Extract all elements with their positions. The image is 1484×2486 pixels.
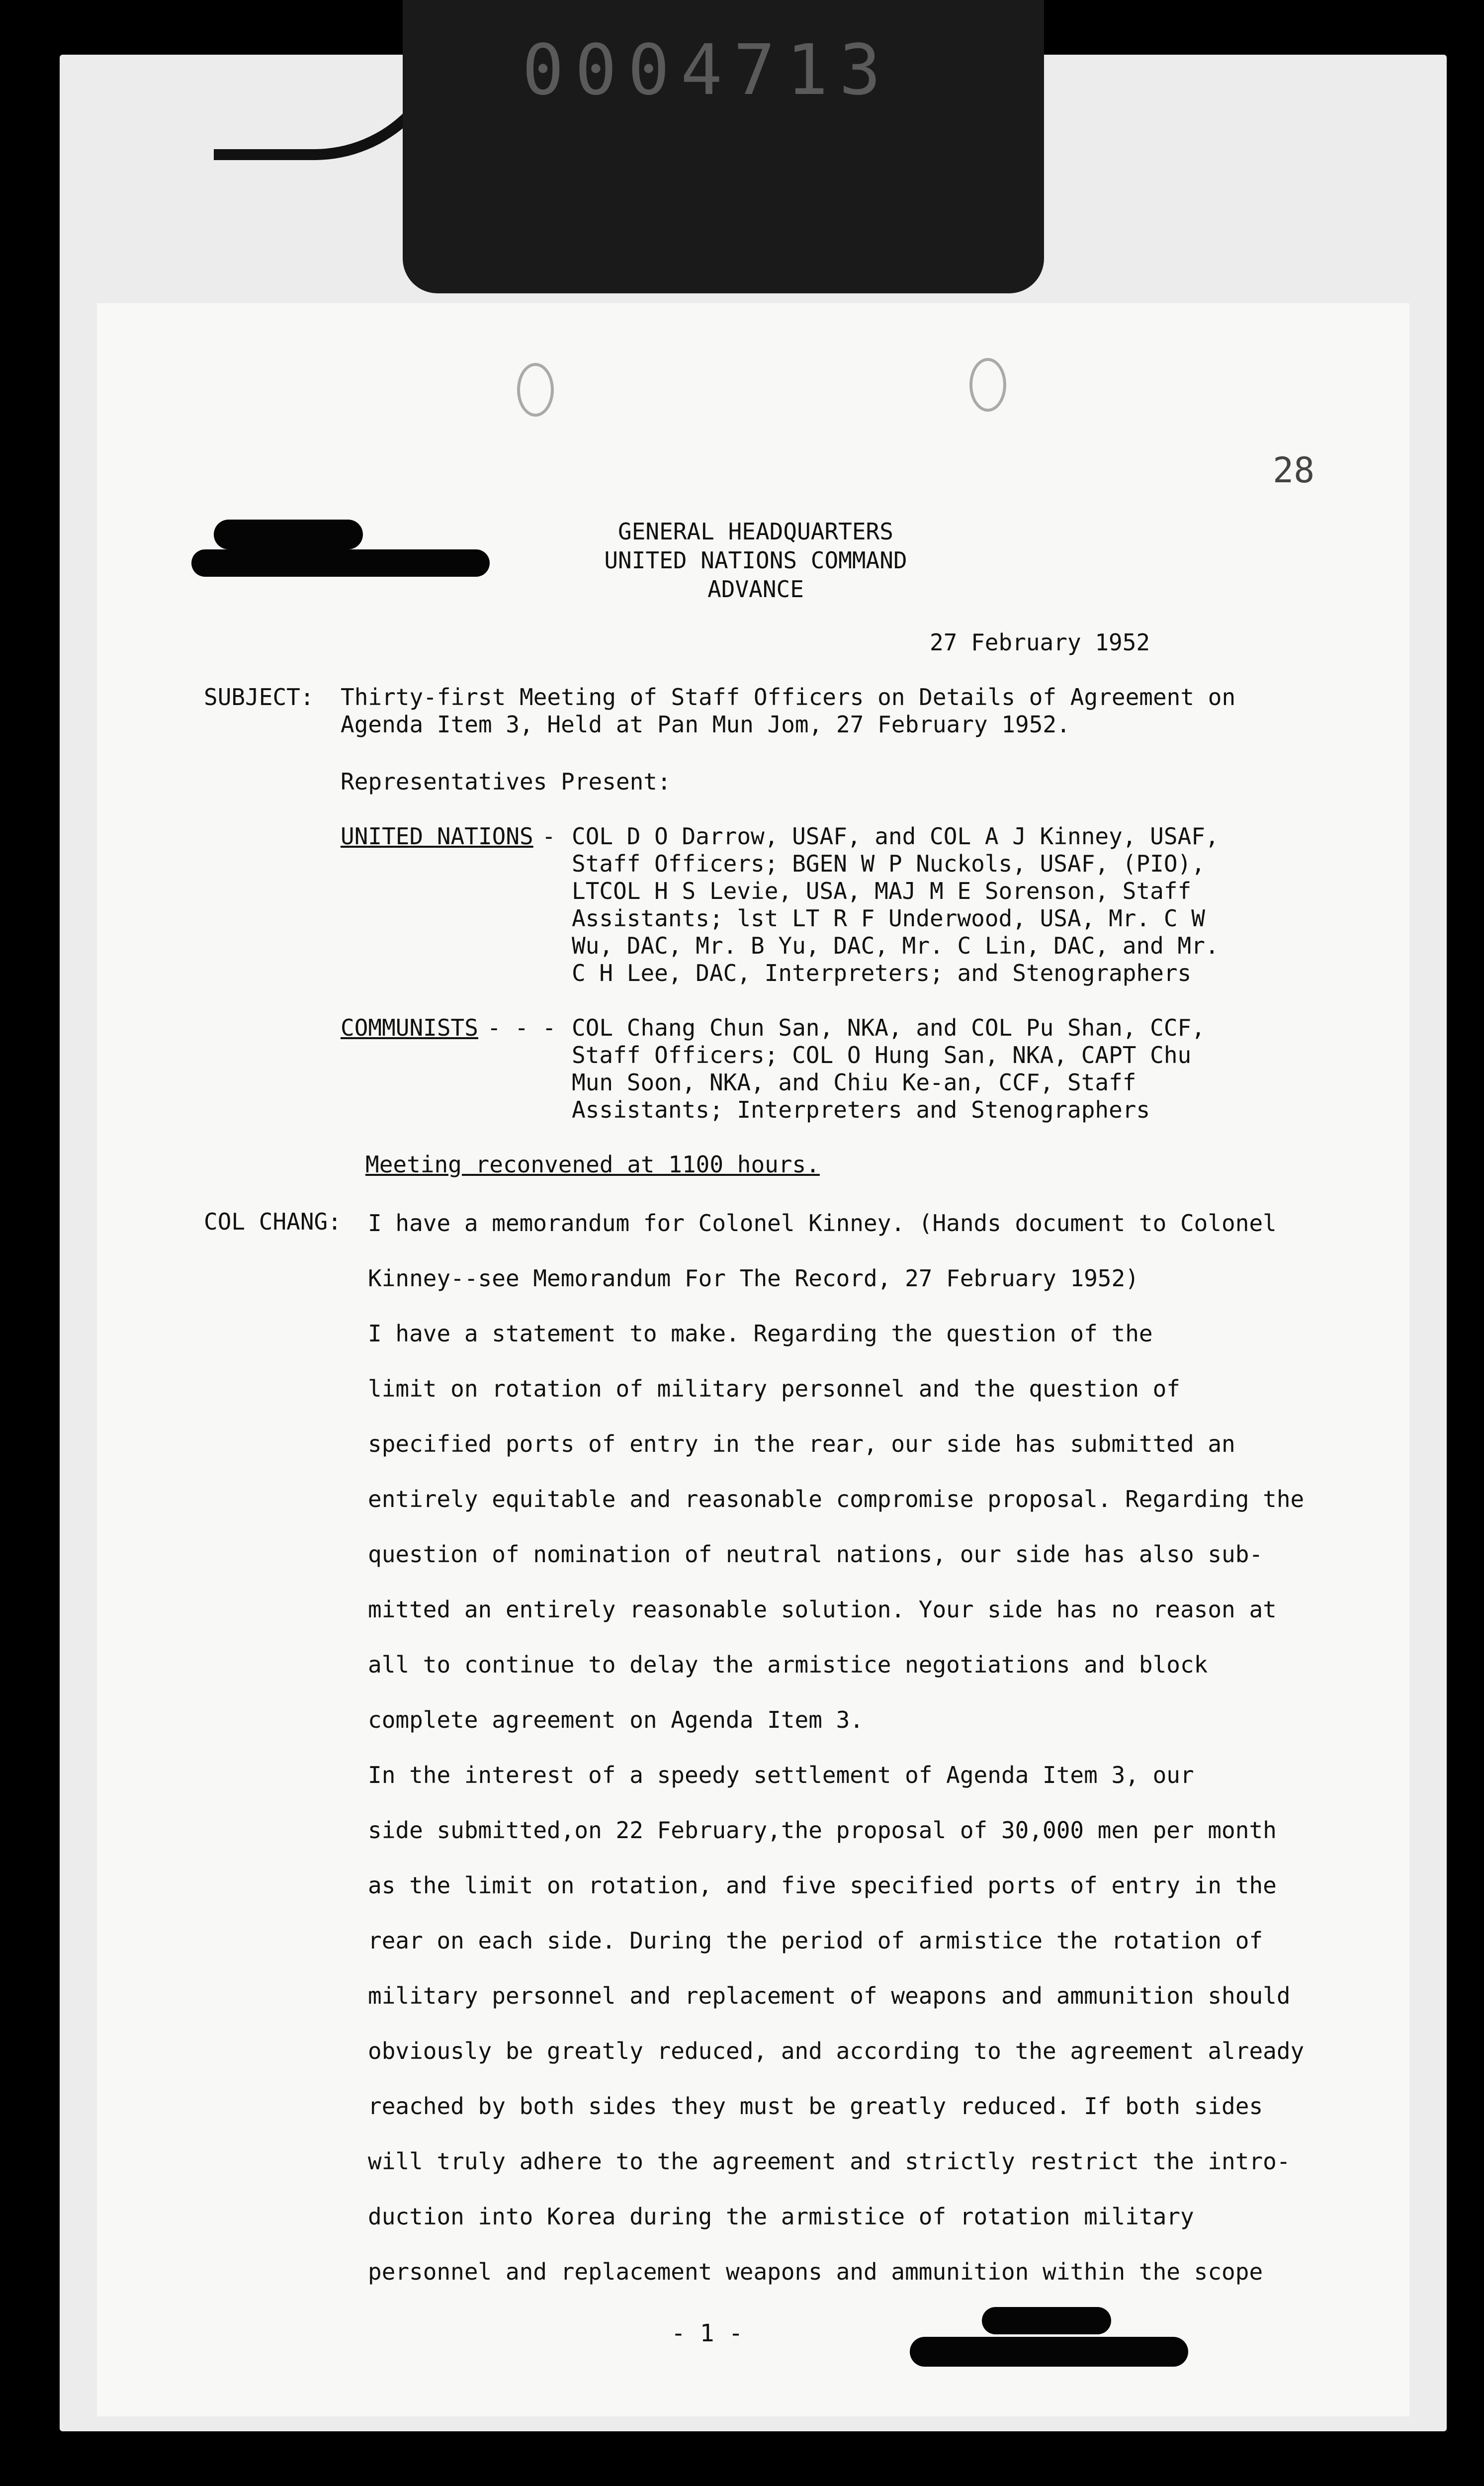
- speech-line: I have a statement to make. Regarding the question of the: [368, 1320, 1153, 1347]
- letterhead-line: GENERAL HEADQUARTERS: [618, 518, 893, 545]
- speech-line: In the interest of a speedy settlement of Agenda Item 3, our: [368, 1762, 1194, 1788]
- punch-hole: [969, 358, 1006, 412]
- speech-line: entirely equitable and reasonable compromise proposal. Regarding the: [368, 1486, 1305, 1512]
- un-label: UNITED NATIONS: [341, 823, 533, 850]
- speech-line: military personnel and replacement of weapons and ammunition should: [368, 1982, 1291, 2009]
- speech-body: [368, 1196, 1304, 2300]
- communists-dash: - - -: [487, 1014, 556, 1041]
- speech-line: will truly adhere to the agreement and strictly restrict the intro-: [368, 2148, 1291, 2175]
- speech-line: limit on rotation of military personnel and the question of: [368, 1375, 1180, 1402]
- un-dash: -: [542, 823, 556, 850]
- speech-line: duction into Korea during the armistice of rotation military: [368, 2203, 1194, 2230]
- communists-line: Staff Officers; COL O Hung San, NKA, CAPT Chu: [572, 1042, 1192, 1068]
- redaction-bar: [214, 520, 363, 549]
- speech-line: mitted an entirely reasonable solution. Your side has no reason at: [368, 1596, 1277, 1623]
- speech-line: reached by both sides they must be greatly reduced. If both sides: [368, 2093, 1263, 2120]
- un-line: C H Lee, DAC, Interpreters; and Stenographers: [572, 960, 1192, 986]
- un-line: Staff Officers; BGEN W P Nuckols, USAF, (PIO),: [572, 850, 1205, 877]
- communists-label: COMMUNISTS: [341, 1014, 478, 1041]
- speech-line: question of nomination of neutral nations, our side has also sub-: [368, 1541, 1263, 1568]
- un-line: Assistants; lst LT R F Underwood, USA, Mr. C W: [572, 905, 1205, 932]
- page-number: - 1 -: [671, 2319, 743, 2347]
- speech-line: side submitted,on 22 February,the proposal of 30,000 men per month: [368, 1817, 1277, 1844]
- reconvened-note: Meeting reconvened at 1100 hours.: [365, 1151, 820, 1178]
- reel-number: 0004713: [522, 30, 892, 111]
- letterhead: [517, 517, 994, 604]
- speech-line: as the limit on rotation, and five specified ports of entry in the: [368, 1872, 1277, 1899]
- speaker-label: COL CHANG:: [204, 1208, 342, 1235]
- communists-line: Assistants; Interpreters and Stenographers: [572, 1096, 1150, 1123]
- redaction-bar: [982, 2307, 1111, 2334]
- representatives-heading: Representatives Present:: [341, 768, 671, 795]
- speech-line: complete agreement on Agenda Item 3.: [368, 1706, 864, 1733]
- speech-line: personnel and replacement weapons and ammunition within the scope: [368, 2258, 1263, 2285]
- speech-line: Kinney--see Memorandum For The Record, 27 February 1952): [368, 1265, 1139, 1292]
- subject-label: SUBJECT:: [204, 684, 314, 710]
- communists-line: Mun Soon, NKA, and Chiu Ke-an, CCF, Staff: [572, 1069, 1136, 1096]
- un-line: COL D O Darrow, USAF, and COL A J Kinney, USAF,: [572, 823, 1219, 850]
- speech-line: obviously be greatly reduced, and according to the agreement already: [368, 2038, 1305, 2064]
- speech-line: rear on each side. During the period of armistice the rotation of: [368, 1927, 1263, 1954]
- subject-line: Agenda Item 3, Held at Pan Mun Jom, 27 February 1952.: [341, 711, 1070, 738]
- un-line: LTCOL H S Levie, USA, MAJ M E Sorenson, Staff: [572, 878, 1192, 904]
- communists-line: COL Chang Chun San, NKA, and COL Pu Shan, CCF,: [572, 1014, 1205, 1041]
- letterhead-line: UNITED NATIONS COMMAND: [604, 547, 907, 574]
- speech-line: all to continue to delay the armistice negotiations and block: [368, 1651, 1208, 1678]
- subject-line: Thirty-first Meeting of Staff Officers on Details of Agreement on: [341, 684, 1236, 710]
- un-line: Wu, DAC, Mr. B Yu, DAC, Mr. C Lin, DAC, and Mr.: [572, 932, 1219, 959]
- document-date: 27 February 1952: [930, 629, 1150, 656]
- redaction-bar: [910, 2337, 1188, 2367]
- redaction-bar: [191, 549, 490, 577]
- speech-line: specified ports of entry in the rear, our side has submitted an: [368, 1430, 1235, 1457]
- letterhead-line: ADVANCE: [707, 576, 804, 603]
- page-mark: 28: [1273, 450, 1315, 491]
- speech-line: I have a memorandum for Colonel Kinney. (Hands document to Colonel: [368, 1210, 1277, 1237]
- punch-hole: [517, 363, 554, 417]
